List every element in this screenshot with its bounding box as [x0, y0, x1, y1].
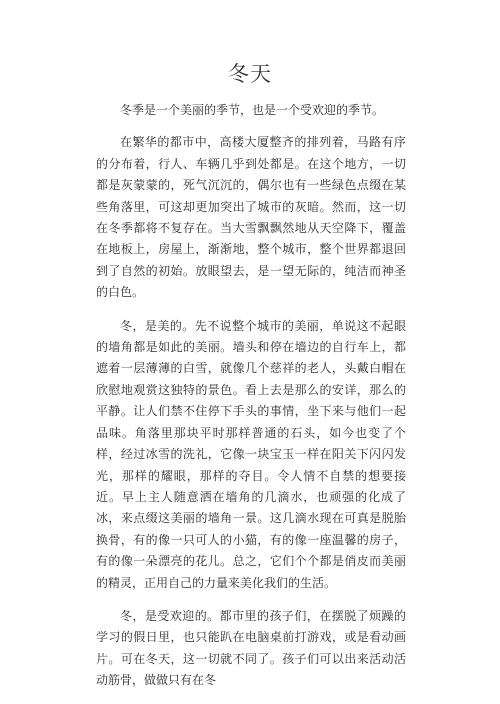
paragraph-city: 在繁华的都市中，高楼大厦整齐的排列着，马路有序的分布着，行人、车辆几乎到处都是。在这个地方，一切都是灰蒙蒙的，死气沉沉的，偶尔也有一些绿色点缀在某些角落里，可这却更加突出了城市的灰暗。然而，这一切在冬季都将不复存在。当大雪飘飘然地从天空降下，覆盖在地板上，房屋上，渐渐地，整个城市，整个世界都退回到了自然的初始。放眼望去，是一望无际的，纯洁而神圣的白色。: [96, 135, 406, 300]
paragraph-beauty: 冬，是美的。先不说整个城市的美丽，单说这不起眼的墙角都是如此的美丽。墙头和停在墙边的自行车上，都遮着一层薄薄的白雪，就像几个慈祥的老人，头戴白帽在欣慰地观赏这独特的景色。看上去是那么的安详，那么的平静。让人们禁不住停下手头的事情，坐下来与他们一起品味。角落里那块平时那样普通的石头，如今也变了个样，经过冰雪的洗礼，它像一块宝玉一样在阳关下闪闪发光，那样的耀眼，那样的夺目。令人情不自禁的想要接近。早上主人随意洒在墙角的几滴水，也顽强的化成了冰，来点缀这美丽的墙角一景。这几滴水现在可真是脱胎换骨，有的像一只可人的小猫，有的像一座温馨的房子，有的像一朵漂亮的花儿。总之，它们个个都是俏皮而美丽的精灵，正用自己的力量来美化我们的生活。: [96, 318, 406, 590]
article-body: [96, 100, 406, 704]
paragraph-popular: 冬，是受欢迎的。都市里的孩子们，在摆脱了烦躁的学习的假日里，也只能趴在电脑桌前打游戏，或是看动画片。可在冬天，这一切就不同了。孩子们可以出来活动活动筋骨，做做只有在冬: [96, 608, 406, 688]
paragraph-intro: 冬季是一个美丽的季节，也是一个受欢迎的季节。: [120, 103, 385, 117]
article-title: 冬天: [228, 62, 272, 86]
